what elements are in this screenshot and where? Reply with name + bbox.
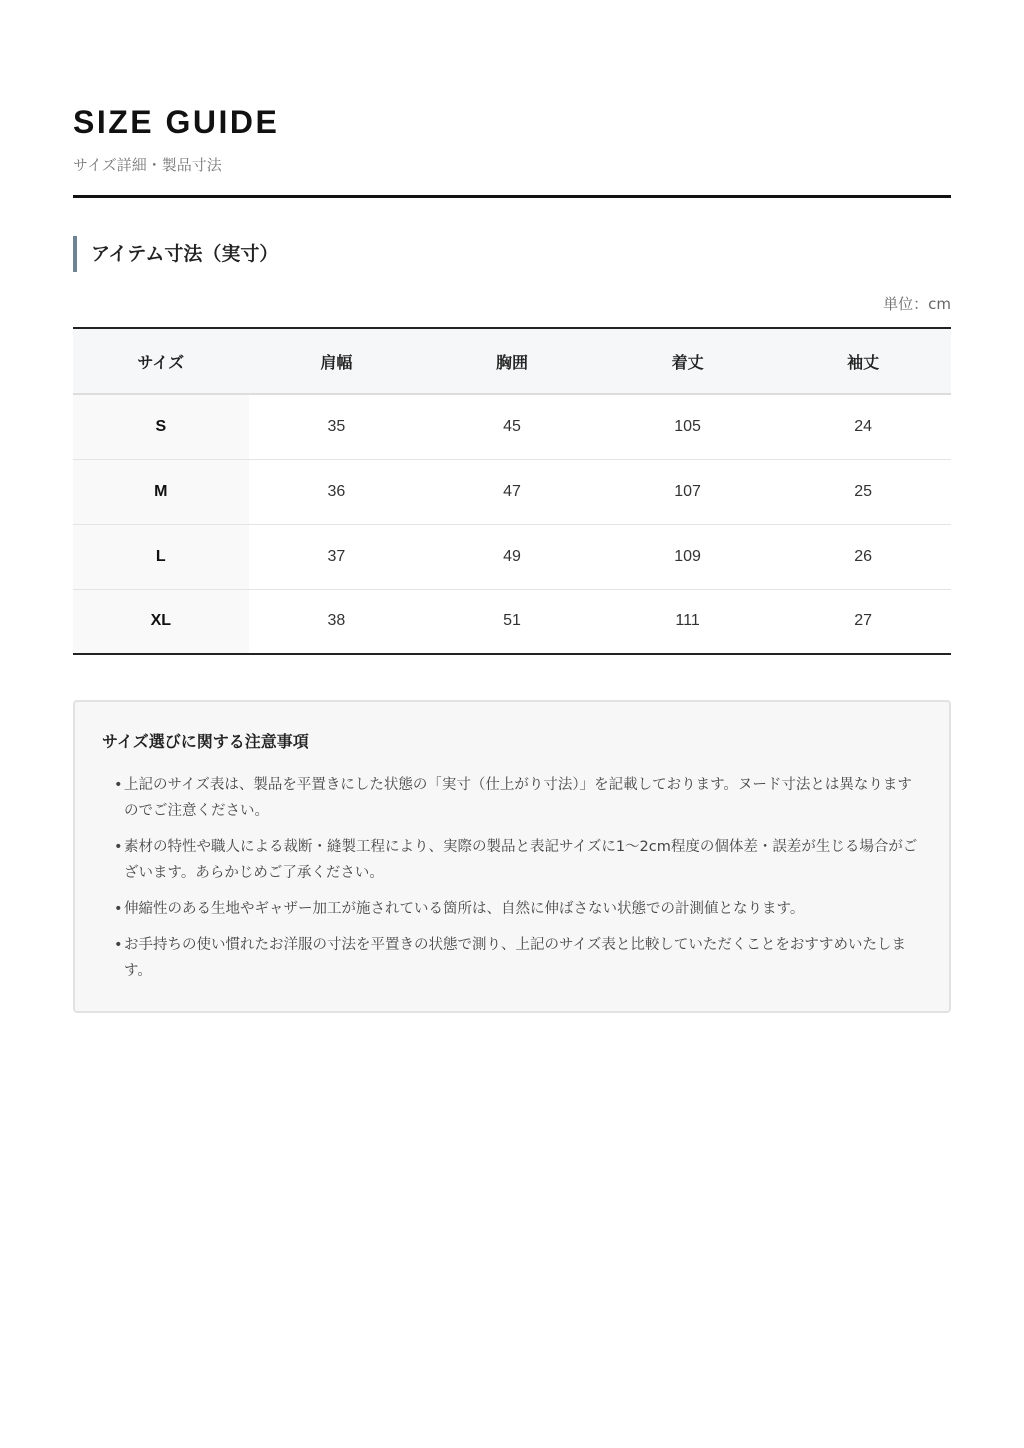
note-text: お手持ちの使い慣れたお洋服の寸法を平置きの状態で測り、上記のサイズ表と比較していただくことをおすすめいたします。 xyxy=(124,937,906,979)
shoulder-cell: 36 xyxy=(249,459,425,524)
bullet-icon: • xyxy=(114,937,123,953)
size-cell: L xyxy=(73,524,249,589)
note-text: 上記のサイズ表は、製品を平置きにした状態の「実寸（仕上がり寸法）」を記載しております。ヌード寸法とは異なりますのでご注意ください。 xyxy=(124,777,912,819)
header-divider xyxy=(73,195,951,198)
size-cell: S xyxy=(73,394,249,459)
size-table xyxy=(73,327,951,655)
list-item xyxy=(114,932,921,984)
list-item xyxy=(114,834,921,886)
column-header-size: サイズ xyxy=(73,328,249,394)
list-item xyxy=(114,896,921,922)
sleeve-cell: 25 xyxy=(775,459,951,524)
bullet-icon: • xyxy=(114,777,123,793)
section-heading: アイテム寸法（実寸） xyxy=(73,236,278,272)
bullet-icon: • xyxy=(114,839,123,855)
bullet-icon: • xyxy=(114,901,123,917)
column-header-length: 着丈 xyxy=(600,328,776,394)
size-cell: M xyxy=(73,459,249,524)
sleeve-cell: 26 xyxy=(775,524,951,589)
shoulder-cell: 35 xyxy=(249,394,425,459)
shoulder-cell: 37 xyxy=(249,524,425,589)
column-header-shoulder: 肩幅 xyxy=(249,328,425,394)
table-header-row xyxy=(73,328,951,394)
length-cell: 109 xyxy=(600,524,776,589)
page-header xyxy=(73,103,951,175)
size-cell: XL xyxy=(73,589,249,654)
notes-list xyxy=(102,772,921,984)
table-row xyxy=(73,524,951,589)
sleeve-cell: 24 xyxy=(775,394,951,459)
note-text: 伸縮性のある生地やギャザー加工が施されている箇所は、自然に伸ばさない状態での計測値となります。 xyxy=(124,901,805,917)
table-row xyxy=(73,394,951,459)
page-subtitle: サイズ詳細・製品寸法 xyxy=(73,156,222,174)
length-cell: 111 xyxy=(675,612,700,630)
note-text: 素材の特性や職人による裁断・縫製工程により、実際の製品と表記サイズに1〜2cm程度の個体差・誤差が生じる場合がございます。あらかじめご了承ください。 xyxy=(124,839,918,881)
list-item xyxy=(114,772,921,824)
table-row xyxy=(73,459,951,524)
length-cell: 107 xyxy=(600,459,776,524)
chest-cell: 47 xyxy=(424,459,600,524)
chest-cell: 45 xyxy=(424,394,600,459)
column-header-sleeve: 袖丈 xyxy=(775,328,951,394)
notes-heading: サイズ選びに関する注意事項 xyxy=(102,732,309,751)
sleeve-cell: 27 xyxy=(854,612,873,630)
length-cell: 105 xyxy=(600,394,776,459)
page-title: SIZE GUIDE xyxy=(73,104,280,140)
notes-box xyxy=(73,700,951,1013)
table-row xyxy=(73,589,951,654)
chest-cell: 49 xyxy=(424,524,600,589)
chest-cell: 51 xyxy=(503,612,521,630)
unit-label: 単位：cm xyxy=(883,295,951,313)
shoulder-cell: 38 xyxy=(327,612,346,630)
column-header-chest: 胸囲 xyxy=(424,328,600,394)
